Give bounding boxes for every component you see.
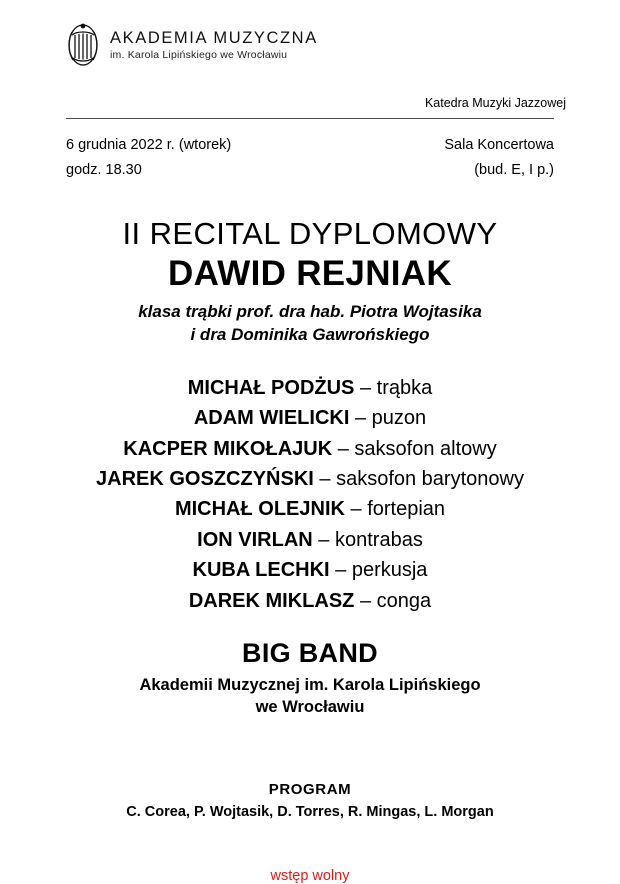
- performer-instrument: saksofon altowy: [354, 437, 497, 460]
- class-info: [48, 301, 572, 347]
- performer-sep: –: [319, 468, 331, 491]
- performer-instrument: puzon: [371, 407, 427, 430]
- event-meta: [66, 133, 554, 184]
- performer-name: KACPER MIKOŁAJUK: [123, 437, 333, 460]
- performer-instrument: saksofon barytonowy: [336, 468, 524, 491]
- artist-name: DAWID REJNIAK: [168, 254, 452, 294]
- class-line-1: klasa trąbki prof. dra hab. Piotra Wojtasika: [138, 302, 482, 322]
- performer-name: DAREK MIKLASZ: [188, 589, 355, 612]
- list-item: [48, 586, 572, 616]
- performer-instrument: perkusja: [351, 559, 428, 582]
- list-item: [48, 494, 572, 524]
- performer-sep: –: [359, 589, 372, 612]
- performer-name: ION VIRLAN: [197, 528, 313, 551]
- lyre-icon: [66, 22, 100, 68]
- academy-patron: im. Karola Lipińskiego we Wrocławiu: [110, 48, 288, 61]
- performer-name: KUBA LECHKI: [192, 559, 330, 582]
- performer-name: JAREK GOSZCZYŃSKI: [96, 468, 314, 491]
- ensemble-name: BIG BAND: [242, 638, 378, 669]
- list-item: [48, 464, 572, 494]
- list-item: [48, 555, 572, 585]
- performer-instrument: trąbka: [376, 376, 433, 399]
- class-line-2: i dra Dominika Gawrońskiego: [190, 324, 430, 344]
- academy-wordmark: [110, 29, 318, 62]
- program-composers: C. Corea, P. Wojtasik, D. Torres, R. Mingas, L. Morgan: [126, 803, 494, 820]
- performer-name: ADAM WIELICKI: [193, 407, 350, 430]
- list-item: [48, 525, 572, 555]
- performer-sep: –: [318, 528, 330, 551]
- event-venue: [444, 133, 554, 184]
- program-block: [48, 781, 572, 820]
- performer-sep: –: [335, 559, 347, 582]
- event-time: godz. 18.30: [66, 162, 142, 179]
- performer-name: MICHAŁ OLEJNIK: [174, 498, 345, 521]
- list-item: [48, 373, 572, 403]
- ensemble-affiliation-2: we Wrocławiu: [255, 698, 365, 717]
- academy-name: AKADEMIA MUZYCZNA: [110, 28, 318, 47]
- recital-title: II RECITAL DYPLOMOWY: [122, 215, 498, 251]
- performers-list: [48, 373, 572, 616]
- performer-sep: –: [350, 498, 362, 521]
- performer-instrument: fortepian: [367, 498, 446, 521]
- academy-header: [48, 0, 572, 68]
- event-date: 6 grudnia 2022 r. (wtorek): [66, 137, 232, 153]
- venue-name: Sala Koncertowa: [444, 137, 554, 153]
- event-datetime: [66, 133, 231, 184]
- admission-note: wstęp wolny: [270, 867, 350, 884]
- performer-sep: –: [354, 407, 367, 430]
- ensemble-affiliation-1: Akademii Muzycznej im. Karola Lipińskiego: [139, 676, 481, 695]
- ensemble-block: [48, 638, 572, 719]
- ensemble-affiliation: [48, 674, 572, 719]
- list-item: [48, 403, 572, 433]
- performer-sep: –: [359, 376, 372, 399]
- performer-sep: –: [337, 437, 349, 460]
- performer-instrument: kontrabas: [334, 528, 423, 551]
- list-item: [48, 434, 572, 464]
- header-divider: [66, 118, 554, 119]
- performer-instrument: conga: [376, 589, 432, 612]
- venue-detail: (bud. E, I p.): [474, 162, 554, 179]
- department-label: Katedra Muzyki Jazzowej: [424, 96, 566, 110]
- performer-name: MICHAŁ PODŻUS: [187, 376, 355, 399]
- program-label: PROGRAM: [268, 780, 352, 798]
